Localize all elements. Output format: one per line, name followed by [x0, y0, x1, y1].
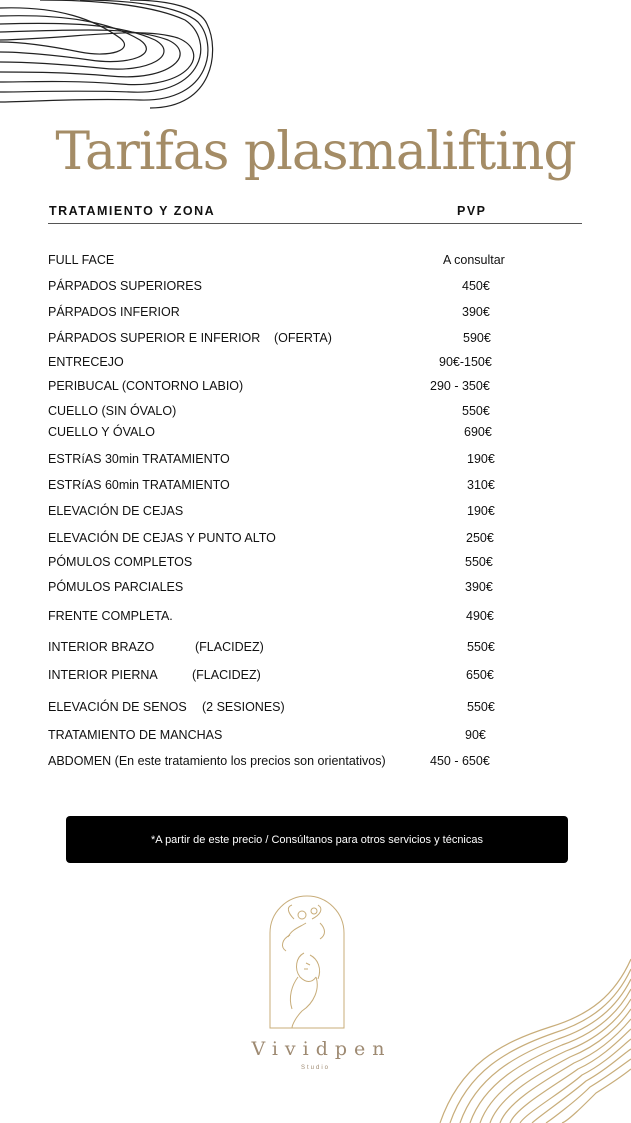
- treatment-name: INTERIOR PIERNA: [48, 668, 158, 682]
- price-row-frente-completa: [0, 609, 631, 629]
- treatment-price: 290 - 350€: [430, 379, 490, 393]
- treatment-note: (2 SESIONES): [202, 700, 285, 714]
- treatment-price: 450€: [462, 279, 490, 293]
- treatment-name: PÓMULOS PARCIALES: [48, 580, 184, 594]
- price-row-pomulos-parciales: [0, 580, 631, 600]
- column-header-price: PVP: [457, 204, 487, 218]
- column-header-treatment: TRATAMIENTO Y ZONA: [49, 204, 216, 218]
- brand-subtitle: Studio: [300, 1065, 330, 1071]
- treatment-price: 90€-150€: [439, 355, 492, 369]
- treatment-name: ELEVACIÓN DE SENOS: [48, 700, 187, 714]
- treatment-name: CUELLO (SIN ÓVALO): [48, 404, 177, 418]
- treatment-name: PERIBUCAL (CONTORNO LABIO): [48, 379, 244, 393]
- treatment-price: 550€: [465, 555, 493, 569]
- treatment-name: ELEVACIÓN DE CEJAS Y PUNTO ALTO: [48, 531, 276, 545]
- treatment-name: PÁRPADOS SUPERIORES: [48, 279, 202, 293]
- price-row-elevacion-senos: [0, 700, 631, 720]
- treatment-price: 190€: [467, 452, 495, 466]
- footer-notice-text: *A partir de este precio / Consúltanos para otros servicios y técnicas: [151, 833, 483, 846]
- brand-name: Vividpen: [251, 1038, 392, 1060]
- treatment-name: PÓMULOS COMPLETOS: [48, 555, 193, 569]
- treatment-price: A consultar: [443, 253, 505, 267]
- treatment-price: 690€: [464, 425, 492, 439]
- treatment-price: 550€: [462, 404, 490, 418]
- price-row-interior-brazo: [0, 640, 631, 660]
- brand-logo-illustration: [262, 893, 352, 1035]
- treatment-price: 650€: [466, 668, 494, 682]
- treatment-name: ELEVACIÓN DE CEJAS: [48, 504, 184, 518]
- price-row-pomulos-completos: [0, 555, 631, 575]
- treatment-name: TRATAMIENTO DE MANCHAS: [48, 728, 223, 742]
- treatment-name: ABDOMEN (En este tratamiento los precios son orientativos): [48, 754, 386, 768]
- footer-notice-bar: [66, 816, 568, 863]
- treatment-price: 590€: [463, 331, 491, 345]
- treatment-name: ESTRíAS 60min TRATAMIENTO: [48, 478, 230, 492]
- treatment-price: 550€: [467, 700, 495, 714]
- price-row-estrias-60: [0, 478, 631, 498]
- treatment-name: INTERIOR BRAZO: [48, 640, 155, 654]
- treatment-name: ENTRECEJO: [48, 355, 124, 369]
- price-row-estrias-30: [0, 452, 631, 472]
- treatment-note: (FLACIDEZ): [192, 668, 261, 682]
- price-row-parpados-inferior: [0, 305, 631, 325]
- treatment-price: 390€: [465, 580, 493, 594]
- price-row-elevacion-cejas: [0, 504, 631, 524]
- top-left-wave-decoration: [0, 0, 215, 110]
- treatment-price: 550€: [467, 640, 495, 654]
- price-row-cuello-sin-ovalo: [0, 404, 631, 424]
- price-row-interior-pierna: [0, 668, 631, 688]
- header-divider: [48, 223, 582, 224]
- treatment-name: CUELLO Y ÓVALO: [48, 425, 155, 439]
- price-row-elevacion-cejas-punto-alto: [0, 531, 631, 551]
- price-row-full-face: [0, 253, 631, 273]
- price-row-parpados-superior-inferior: [0, 331, 631, 351]
- treatment-name: PÁRPADOS SUPERIOR E INFERIOR: [48, 331, 261, 345]
- treatment-name: PÁRPADOS INFERIOR: [48, 305, 180, 319]
- page-title: Tarifas plasmalifting: [55, 122, 576, 182]
- treatment-name: ESTRíAS 30min TRATAMIENTO: [48, 452, 230, 466]
- treatment-price: 250€: [466, 531, 494, 545]
- treatment-price: 490€: [466, 609, 494, 623]
- price-row-entrecejo: [0, 355, 631, 375]
- treatment-price: 190€: [467, 504, 495, 518]
- price-row-abdomen: [0, 754, 631, 774]
- treatment-price: 450 - 650€: [430, 754, 490, 768]
- treatment-price: 390€: [462, 305, 490, 319]
- treatment-name: FULL FACE: [48, 253, 115, 267]
- treatment-name: FRENTE COMPLETA.: [48, 609, 173, 623]
- price-row-parpados-superiores: [0, 279, 631, 299]
- price-row-tratamiento-manchas: [0, 728, 631, 748]
- treatment-price: 310€: [467, 478, 495, 492]
- treatment-price: 90€: [465, 728, 486, 742]
- price-row-peribucal: [0, 379, 631, 399]
- price-row-cuello-y-ovalo: [0, 425, 631, 445]
- treatment-note: (FLACIDEZ): [195, 640, 264, 654]
- treatment-note: (OFERTA): [274, 331, 332, 345]
